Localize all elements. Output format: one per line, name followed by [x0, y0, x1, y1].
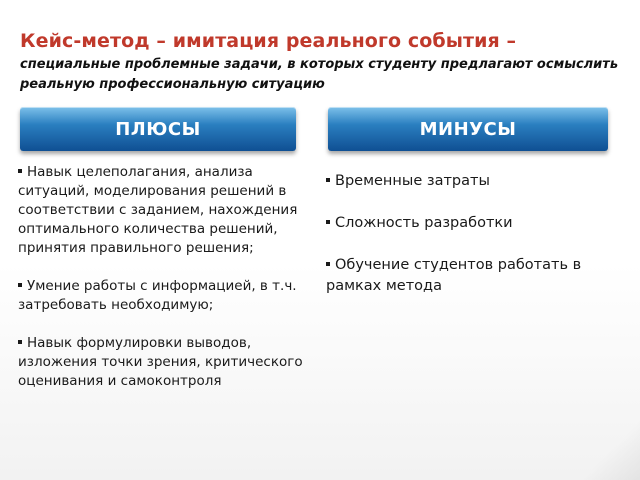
bullet-icon [326, 171, 335, 192]
cons-header [328, 107, 608, 151]
bullet-icon [18, 163, 27, 182]
pros-item-text: Навык целеполагания, анализа ситуаций, моделирования решений в соответствии с заданием, нахождения оптимального количества решений, принятия правильного решения; [18, 164, 298, 256]
cons-item [326, 171, 616, 192]
pros-item-text: Умение работы с информацией, в т.ч. затребовать необходимую; [18, 278, 297, 313]
cons-item [326, 213, 616, 234]
bullet-icon [326, 213, 335, 234]
cons-item-text: Обучение студентов работать в рамках метода [326, 257, 582, 294]
bullet-icon [18, 277, 27, 296]
pros-header-label: ПЛЮСЫ [115, 118, 201, 140]
title-block [20, 30, 635, 95]
pros-item-text: Навык формулировки выводов, изложения точки зрения, критического оценивания и самоконтроля [18, 335, 303, 389]
slide-title: Кейс-метод – имитация реального события – [20, 30, 517, 52]
bullet-icon [18, 334, 27, 353]
cons-header-label: МИНУСЫ [419, 118, 517, 140]
pros-item [18, 163, 310, 258]
pros-item [18, 277, 310, 315]
cons-item-text: Временные затраты [335, 173, 490, 189]
pros-list [18, 163, 310, 410]
cons-item-text: Сложность разработки [335, 215, 513, 231]
pros-item [18, 334, 310, 391]
cons-list [326, 171, 616, 318]
cons-item [326, 255, 616, 297]
slide-subtitle: специальные проблемные задачи, в которых студенту предлагают осмыслить реальную профессиональную ситуацию [20, 57, 619, 92]
pros-header [20, 107, 296, 151]
bullet-icon [326, 255, 335, 276]
